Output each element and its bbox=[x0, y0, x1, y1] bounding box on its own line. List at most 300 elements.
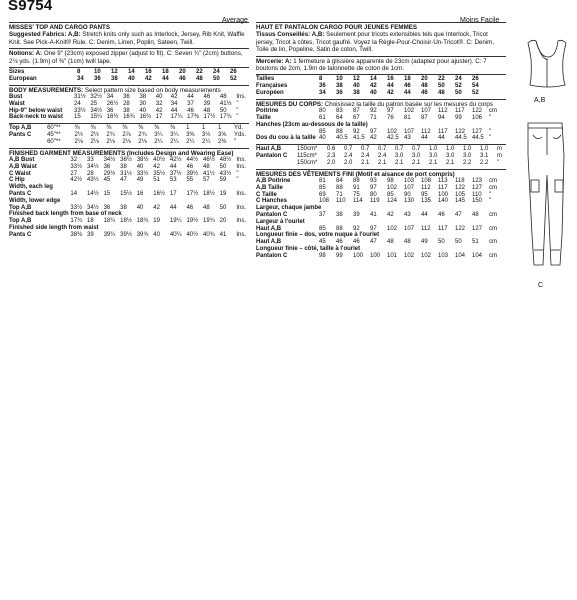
row-value: 17¾ bbox=[219, 114, 232, 121]
hanches-row bbox=[256, 129, 500, 136]
sizes-label: Sizes bbox=[9, 69, 25, 76]
row-value: 46 bbox=[186, 204, 194, 211]
row-value: 15 bbox=[103, 191, 111, 197]
row-value: 34½ bbox=[103, 157, 116, 164]
row-unit: " bbox=[236, 177, 239, 184]
row-value: 28 bbox=[86, 170, 94, 177]
dos-value: 43 bbox=[404, 135, 411, 142]
row-value: 2⅛ bbox=[122, 138, 131, 145]
row-value: 3⅜ bbox=[186, 132, 195, 139]
row-value: 100 bbox=[353, 252, 364, 259]
row-value: 41 bbox=[370, 212, 377, 218]
row-width: 60"** bbox=[47, 138, 61, 145]
european-value: 48 bbox=[438, 90, 445, 97]
row-value: 2.4 bbox=[344, 153, 353, 160]
row-value: 37½ bbox=[169, 170, 182, 177]
row-value: 2¾ bbox=[138, 132, 147, 139]
row-value: 44 bbox=[170, 107, 178, 114]
table-row bbox=[9, 177, 249, 184]
row-value: 33 bbox=[86, 157, 94, 164]
row-unit: Yd. bbox=[233, 125, 243, 132]
row-value: 26½ bbox=[106, 100, 119, 107]
row-value: ⅜ bbox=[122, 125, 128, 132]
row-unit: cm bbox=[489, 239, 497, 246]
row-value: 122 bbox=[455, 225, 466, 232]
row-value: 71 bbox=[336, 191, 343, 198]
size-value: 26 bbox=[230, 69, 237, 76]
row-value: 0.7 bbox=[412, 146, 421, 153]
row-value: 38 bbox=[120, 163, 127, 170]
european-value: 50 bbox=[455, 90, 462, 97]
row-value: 108 bbox=[421, 178, 432, 185]
european-value: 52 bbox=[472, 90, 479, 97]
size-value: 10 bbox=[94, 69, 101, 76]
row-unit: Ins. bbox=[236, 94, 246, 101]
size-value: 8 bbox=[319, 76, 323, 83]
row-value: 57 bbox=[203, 177, 210, 184]
fr-body-sub: Choisissez la taille du patron basée sur les mesures du corps bbox=[324, 100, 493, 108]
row-value: 0.7 bbox=[344, 146, 353, 153]
size-value: 22 bbox=[438, 76, 445, 83]
row-value: 44 bbox=[169, 163, 177, 170]
size-value: 16 bbox=[145, 69, 152, 76]
label-top: A,B bbox=[534, 97, 546, 104]
row-value: 29½ bbox=[103, 170, 116, 177]
row-value: 85 bbox=[387, 191, 394, 198]
row-label: Pants C bbox=[9, 132, 32, 139]
row-width: 45"** bbox=[47, 132, 61, 139]
subheading-row bbox=[9, 225, 249, 232]
row-unit: cm bbox=[489, 252, 497, 259]
row-value: 38½ bbox=[136, 157, 149, 164]
hanches-label: Hanches (23cm au-dessous de la taille) bbox=[256, 121, 368, 128]
row-value: 39 bbox=[353, 212, 360, 218]
row-value: 50 bbox=[219, 204, 227, 211]
row-unit: cm bbox=[489, 184, 497, 191]
row-value: 48 bbox=[203, 163, 210, 170]
row-value: 17½ bbox=[186, 191, 199, 197]
row-value: 17⅜ bbox=[187, 114, 199, 121]
row-value: ⅜ bbox=[138, 125, 144, 132]
row-value: ⅜ bbox=[170, 125, 176, 132]
en-finished-section bbox=[9, 148, 249, 239]
european-value: 46 bbox=[421, 90, 428, 97]
row-value: 39 bbox=[203, 100, 211, 107]
row-value: 25 bbox=[90, 100, 98, 107]
row-value: 87 bbox=[353, 108, 360, 115]
row-label: Top A,B bbox=[9, 218, 32, 225]
row-value: 2.0 bbox=[344, 159, 353, 166]
row-value: 51 bbox=[153, 177, 160, 184]
row-value: 102 bbox=[387, 184, 398, 191]
row-label: A,B Taille bbox=[256, 184, 283, 191]
row-value: ⅜ bbox=[74, 125, 80, 132]
row-value: 69 bbox=[319, 191, 326, 198]
size-value: 20 bbox=[179, 69, 186, 76]
row-value: 1 bbox=[202, 125, 206, 132]
row-value: 2.1 bbox=[429, 159, 438, 166]
row-value: 3⅝ bbox=[217, 132, 227, 139]
row-value: 40½ bbox=[153, 157, 165, 164]
row-value: 94 bbox=[438, 115, 445, 122]
row-value: 102 bbox=[404, 108, 415, 115]
row-value: 3.0 bbox=[429, 153, 438, 160]
row-value: 150 bbox=[472, 198, 483, 205]
row-value: 34 bbox=[170, 100, 178, 107]
size-value: 22 bbox=[196, 69, 203, 76]
table-row bbox=[256, 212, 500, 219]
row-value: 51 bbox=[472, 239, 479, 246]
row-label: Waist bbox=[9, 100, 25, 107]
row-value: 40 bbox=[136, 204, 144, 211]
table-row bbox=[9, 94, 249, 101]
fr-yardage-section bbox=[256, 144, 506, 166]
row-value: 46 bbox=[336, 239, 343, 246]
en-notions bbox=[9, 50, 249, 65]
row-value: 40 bbox=[139, 107, 147, 114]
row-value: 48 bbox=[472, 212, 479, 218]
yardage-row bbox=[256, 160, 505, 167]
en-yardage-section bbox=[9, 123, 249, 145]
row-value: 118 bbox=[455, 178, 465, 185]
subheading-row bbox=[256, 232, 500, 239]
size-value: 26 bbox=[472, 76, 479, 83]
row-label: Taille bbox=[256, 115, 271, 122]
row-value: 46 bbox=[187, 107, 194, 114]
table-row bbox=[9, 157, 249, 164]
row-value: 2.1 bbox=[395, 159, 404, 166]
row-value: 15½ bbox=[120, 191, 132, 197]
row-unit: Ins. bbox=[236, 218, 246, 225]
row-value: 71 bbox=[370, 115, 377, 122]
european-value: 40 bbox=[370, 90, 377, 97]
fr-yardage-table bbox=[256, 146, 505, 166]
table-row bbox=[9, 101, 249, 108]
row-value: 1.0 bbox=[429, 146, 438, 153]
european-value: 36 bbox=[336, 90, 343, 97]
row-value: 75 bbox=[353, 191, 360, 198]
row-unit: " bbox=[236, 107, 239, 114]
row-label: Haut A,B bbox=[256, 239, 282, 246]
row-value: 18 bbox=[86, 218, 94, 225]
european-row bbox=[256, 90, 489, 97]
row-value: 40¾ bbox=[203, 231, 215, 238]
subheading-row bbox=[9, 184, 249, 191]
row-value: 39 bbox=[86, 231, 94, 238]
row-value: 117 bbox=[438, 225, 448, 232]
row-value: 33½ bbox=[74, 107, 86, 114]
row-value: 2.4 bbox=[361, 153, 370, 160]
row-value: 145 bbox=[455, 198, 466, 205]
row-value: 104 bbox=[472, 252, 483, 259]
fr-notions-section bbox=[256, 56, 506, 73]
dos-value: 40 bbox=[319, 135, 326, 142]
hanches-value: 122 bbox=[455, 128, 466, 135]
row-value: 2⅛ bbox=[106, 138, 115, 145]
row-value: 80 bbox=[319, 108, 326, 115]
row-value: 2⅛ bbox=[74, 138, 83, 145]
row-label: Pantalon C bbox=[256, 153, 288, 160]
row-label: A,B Bust bbox=[9, 157, 35, 164]
row-value: 84 bbox=[336, 178, 343, 185]
row-unit: cm bbox=[489, 178, 497, 185]
row-value: 14½ bbox=[86, 191, 99, 197]
row-value: 2.1 bbox=[378, 159, 387, 166]
row-value: 103 bbox=[404, 178, 415, 185]
row-value: 2½ bbox=[74, 132, 83, 139]
row-value: 19¾ bbox=[203, 218, 215, 225]
fr-body-table bbox=[256, 108, 500, 142]
table-row bbox=[256, 239, 500, 246]
row-value: 42 bbox=[155, 107, 163, 114]
sizes-row bbox=[256, 76, 489, 83]
size-fr-value: 46 bbox=[404, 83, 411, 90]
row-value: 2¾ bbox=[106, 132, 115, 139]
en-fabrics bbox=[9, 31, 249, 46]
row-value: 101 bbox=[387, 252, 398, 259]
row-unit: " bbox=[489, 198, 492, 205]
row-value: 18¼ bbox=[103, 218, 116, 225]
dos-row bbox=[256, 135, 500, 142]
row-value: 42 bbox=[387, 212, 394, 218]
row-value: 31½ bbox=[74, 94, 86, 101]
row-value: 47 bbox=[120, 177, 127, 184]
row-value: 97 bbox=[370, 225, 377, 232]
row-label: Pants C bbox=[9, 231, 32, 238]
top-ab-drawing bbox=[528, 40, 566, 87]
size-value: 16 bbox=[387, 76, 394, 83]
row-value: 2.2 bbox=[463, 159, 472, 166]
row-value: 42½ bbox=[70, 177, 83, 184]
label-pants: C bbox=[538, 282, 544, 289]
row-value: 88 bbox=[336, 225, 343, 232]
row-value: 40 bbox=[136, 163, 144, 170]
dos-value: 44.5 bbox=[472, 135, 484, 142]
dos-value: 44 bbox=[421, 135, 428, 142]
yardage-row bbox=[9, 132, 249, 139]
row-value: 2⅛ bbox=[90, 138, 99, 145]
european-value: 44 bbox=[162, 75, 169, 82]
row-unit: " bbox=[233, 138, 237, 145]
spacer bbox=[256, 129, 319, 136]
table-row bbox=[256, 185, 500, 192]
en-notions-section bbox=[9, 48, 249, 65]
row-value: 16½ bbox=[153, 191, 165, 197]
row-label bbox=[256, 160, 297, 167]
en-title: MISSES' TOP AND CARGO PANTS bbox=[9, 24, 110, 31]
row-value: 140 bbox=[438, 198, 449, 205]
row-value: 46 bbox=[186, 163, 194, 170]
row-value: 2.0 bbox=[327, 159, 336, 166]
en-body-section bbox=[9, 85, 249, 122]
row-value: 32½ bbox=[90, 94, 103, 101]
european-value: 42 bbox=[387, 90, 394, 97]
size-value: 24 bbox=[213, 69, 220, 76]
row-value: 2¼ bbox=[170, 138, 179, 145]
row-value: 36½ bbox=[120, 157, 132, 164]
fr-fabrics-label: Tissus Conseillés: A,B: bbox=[256, 31, 325, 39]
row-value: 27 bbox=[70, 170, 78, 177]
row-value: 17¼ bbox=[170, 114, 183, 121]
dos-value: 44 bbox=[438, 135, 445, 142]
european-value: 38 bbox=[111, 75, 118, 82]
row-value: 2¼ bbox=[202, 138, 211, 145]
row-value: 2⅞ bbox=[122, 132, 131, 139]
row-unit: m bbox=[497, 146, 502, 153]
row-value: 46 bbox=[203, 94, 211, 101]
en-finished-title: FINISHED GARMENT MEASUREMENTS (Includes Design and Wearing Ease) bbox=[9, 149, 234, 157]
row-label: Pants C bbox=[9, 191, 32, 197]
yardage-row bbox=[9, 139, 249, 146]
hanches-value: 102 bbox=[387, 128, 398, 135]
subheading: Longueur finie – côté, taille à l'ourlet bbox=[256, 245, 361, 252]
row-value: 50 bbox=[438, 239, 445, 246]
row-value: 110 bbox=[472, 191, 482, 198]
en-body-table bbox=[9, 94, 249, 121]
subheading-row bbox=[9, 198, 249, 205]
row-value: 16½ bbox=[106, 114, 119, 121]
row-unit: Ins. bbox=[236, 191, 246, 197]
row-value: 0.7 bbox=[361, 146, 370, 153]
row-width: 150cm* bbox=[297, 159, 318, 166]
size-fr-value: 38 bbox=[336, 83, 343, 90]
row-value: 33½ bbox=[136, 170, 149, 177]
hanches-label-row bbox=[256, 122, 500, 129]
european-value: 38 bbox=[353, 90, 360, 97]
hanches-value: 92 bbox=[353, 128, 360, 135]
row-value: 61 bbox=[319, 115, 326, 122]
row-value: 19 bbox=[153, 218, 160, 225]
row-value: 41½ bbox=[219, 100, 232, 107]
row-label: C Hip bbox=[9, 177, 25, 184]
row-unit: " bbox=[236, 100, 239, 107]
row-value: 16¾ bbox=[123, 114, 135, 121]
row-value: 16¾ bbox=[139, 114, 152, 121]
table-row bbox=[9, 218, 249, 225]
row-value: 114 bbox=[353, 198, 363, 205]
row-value: 28 bbox=[123, 100, 130, 107]
row-value: 42 bbox=[153, 204, 160, 211]
en-body-sub: Select pattern size based on body measurements bbox=[84, 86, 221, 94]
subheading: Largeur, chaque jambe bbox=[256, 205, 322, 212]
row-value: 18½ bbox=[203, 191, 215, 197]
row-value: 46 bbox=[438, 212, 445, 218]
size-value: 20 bbox=[421, 76, 428, 83]
row-value: 17 bbox=[155, 114, 163, 121]
row-value: 44 bbox=[187, 94, 194, 101]
row-unit: cm bbox=[489, 212, 497, 218]
row-value: 18¾ bbox=[136, 218, 149, 225]
row-value: 38⅜ bbox=[70, 231, 83, 238]
dos-label: Dos du cou à la taille bbox=[256, 135, 316, 142]
yardage-row bbox=[256, 153, 505, 160]
row-value: 48 bbox=[219, 94, 227, 101]
row-value: 112 bbox=[421, 225, 431, 232]
european-label: European bbox=[9, 75, 37, 82]
hanches-value: 117 bbox=[438, 128, 448, 135]
row-unit: cm bbox=[489, 225, 497, 232]
european-value: 40 bbox=[128, 75, 135, 82]
row-value: 39½ bbox=[186, 170, 199, 177]
size-value: 18 bbox=[162, 69, 169, 76]
en-body-title: BODY MEASUREMENTS: bbox=[9, 86, 84, 94]
row-value: 2½ bbox=[90, 132, 99, 139]
hanches-value: 97 bbox=[370, 128, 377, 135]
row-value: 97 bbox=[370, 184, 377, 191]
row-unit: Ins. bbox=[236, 157, 246, 164]
row-value: 42½ bbox=[169, 157, 182, 164]
row-value: 2.1 bbox=[446, 159, 455, 166]
row-label: Haut A,B bbox=[256, 146, 282, 153]
row-value: 38 bbox=[139, 94, 147, 101]
subheading-row bbox=[256, 219, 500, 226]
row-value: 38 bbox=[336, 212, 343, 218]
european-value: 44 bbox=[404, 90, 411, 97]
row-value: 39¾ bbox=[136, 231, 149, 238]
table-row bbox=[9, 191, 249, 198]
row-label: C Hanches bbox=[256, 198, 288, 205]
row-value: 100 bbox=[370, 252, 381, 259]
row-value: 48 bbox=[387, 239, 394, 246]
row-value: 35½ bbox=[153, 170, 165, 177]
en-notions-label: Notions: A: bbox=[9, 50, 43, 58]
row-value: 47 bbox=[370, 239, 377, 246]
row-value: 64 bbox=[336, 115, 343, 122]
row-label: C Taille bbox=[256, 191, 277, 198]
row-label: C Waist bbox=[9, 170, 31, 177]
row-value: 53 bbox=[169, 177, 177, 184]
row-value: ⅜ bbox=[106, 125, 112, 132]
row-value: 110 bbox=[336, 198, 346, 205]
row-value: 42 bbox=[170, 94, 178, 101]
difficulty-en: Average bbox=[222, 17, 248, 24]
french-column bbox=[256, 22, 506, 262]
en-finished-table bbox=[9, 157, 249, 239]
row-value: 2.4 bbox=[378, 153, 387, 160]
row-value: 44½ bbox=[186, 157, 199, 164]
row-value: 46½ bbox=[203, 157, 215, 164]
row-value: 83 bbox=[336, 108, 343, 115]
row-label: A,B Poitrine bbox=[256, 178, 291, 185]
dos-value: 41.5 bbox=[353, 135, 365, 142]
en-sizes-section bbox=[9, 67, 249, 83]
row-label: Top A,B bbox=[9, 204, 32, 211]
size-value: 14 bbox=[128, 69, 135, 76]
english-column bbox=[9, 22, 249, 241]
row-value: 19¼ bbox=[169, 218, 182, 225]
row-value: 30 bbox=[139, 100, 147, 107]
row-value: 20 bbox=[219, 218, 227, 225]
fr-finished-title: MESURES DES VÊTEMENTS FINI (Motif et aisance de port compris) bbox=[256, 170, 455, 178]
size-value: 24 bbox=[455, 76, 462, 83]
row-value: 127 bbox=[472, 184, 483, 191]
row-value: 0.6 bbox=[327, 146, 336, 153]
european-label: Européen bbox=[256, 90, 284, 97]
row-unit: " bbox=[489, 191, 492, 198]
row-unit: Ins. bbox=[236, 231, 246, 238]
row-label: Top A,B bbox=[9, 125, 32, 132]
row-value: 44 bbox=[421, 212, 428, 218]
row-value: 40¼ bbox=[169, 231, 182, 238]
row-value: 43 bbox=[404, 212, 411, 218]
row-value: 2⅛ bbox=[138, 138, 147, 145]
row-value: 43½ bbox=[86, 177, 99, 184]
fr-title: HAUT ET PANTALON CARGO POUR JEUNES FEMMES bbox=[256, 24, 417, 31]
row-value: 80 bbox=[370, 191, 377, 198]
row-value: 36 bbox=[103, 204, 111, 211]
size-fr-value: 36 bbox=[319, 83, 326, 90]
row-value: ⅜ bbox=[154, 125, 160, 132]
